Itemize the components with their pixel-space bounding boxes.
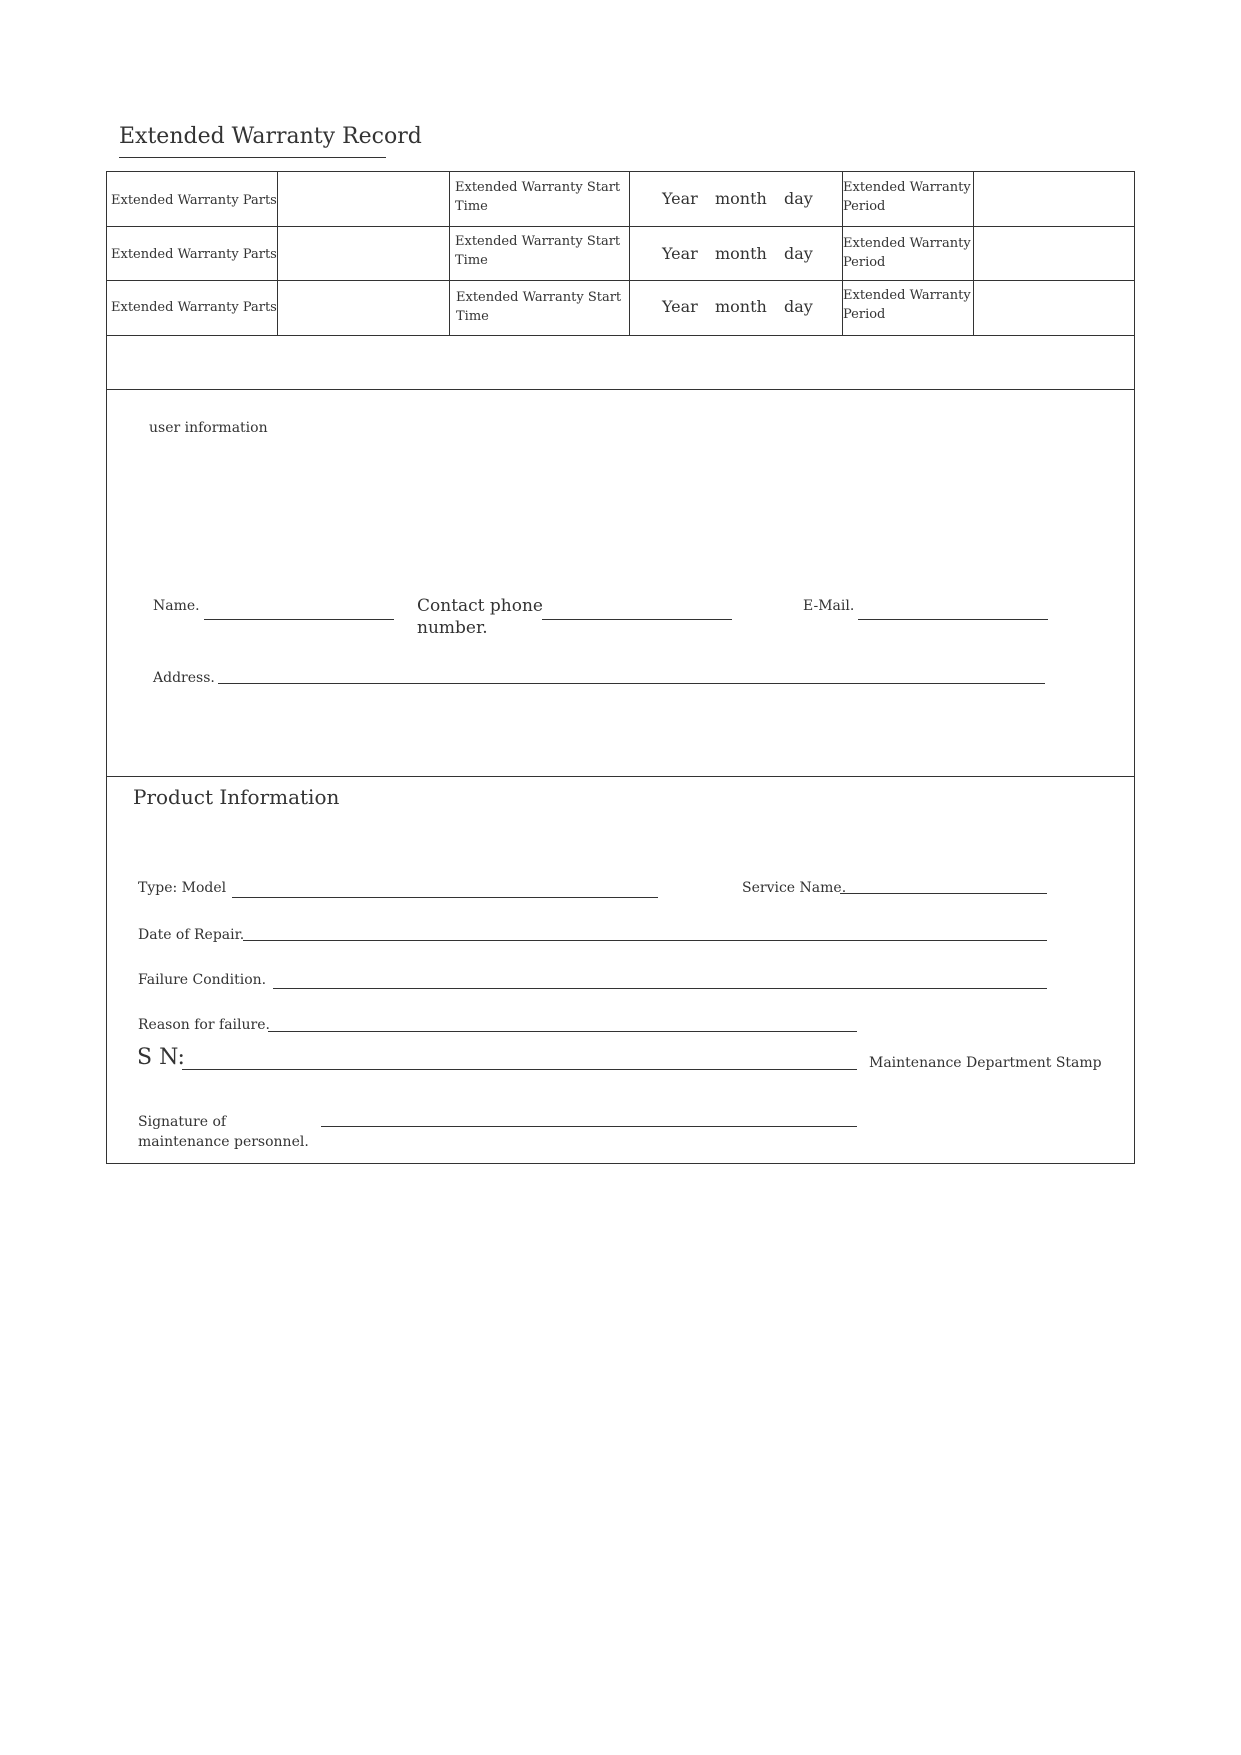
warranty-start-year: Year [662,297,698,316]
product-info-heading: Product Information [133,785,340,809]
warranty-start-day: day [784,297,813,316]
warranty-parts-label: Extended Warranty Parts [111,247,277,262]
repair-date-label: Date of Repair. [138,927,245,943]
type-model-input[interactable] [232,897,658,898]
warranty-parts-field[interactable] [278,172,448,225]
type-model-label: Type: Model [138,880,227,896]
title-underline [119,157,386,158]
warranty-start-year: Year [662,244,698,263]
failure-condition-label: Failure Condition. [138,972,267,988]
warranty-start-month: month [715,297,767,316]
address-label: Address. [153,670,215,686]
repair-date-input[interactable] [243,940,1047,941]
warranty-period-field[interactable] [974,227,1134,279]
sn-input[interactable] [182,1069,857,1070]
name-input[interactable] [204,619,394,620]
warranty-parts-label: Extended Warranty Parts [111,193,277,208]
stamp-label: Maintenance Department Stamp [869,1055,1102,1071]
user-info-heading: user information [149,420,268,436]
warranty-start-month: month [715,244,767,263]
failure-reason-label: Reason for failure. [138,1017,270,1033]
warranty-period-label: Extended Warranty Period [843,180,971,214]
warranty-period-field[interactable] [974,172,1134,225]
warranty-start-day: day [784,244,813,263]
table-divider [106,389,1135,390]
warranty-start-label: Extended Warranty Start Time [455,180,621,214]
warranty-start-year: Year [662,189,698,208]
phone-label: Contact phone number. [417,596,543,638]
warranty-period-label: Extended Warranty Period [843,288,971,322]
failure-condition-input[interactable] [273,988,1047,989]
warranty-parts-field[interactable] [278,227,448,279]
blank-row[interactable] [107,336,1134,388]
warranty-parts-field[interactable] [278,281,448,334]
service-name-label: Service Name. [742,880,847,896]
sn-label: S N: [137,1045,185,1070]
warranty-start-label: Extended Warranty Start Time [456,290,622,324]
warranty-start-month: month [715,189,767,208]
page-title: Extended Warranty Record [119,124,422,149]
email-input[interactable] [858,619,1048,620]
warranty-parts-label: Extended Warranty Parts [111,300,277,315]
signature-input[interactable] [321,1126,857,1127]
warranty-period-field[interactable] [974,281,1134,334]
warranty-period-label: Extended Warranty Period [843,236,971,270]
name-label: Name. [153,598,200,614]
section-divider [106,776,1135,777]
phone-input[interactable] [542,619,732,620]
failure-reason-input[interactable] [268,1031,857,1032]
warranty-start-label: Extended Warranty Start Time [455,234,621,268]
warranty-start-day: day [784,189,813,208]
column-divider [449,171,450,335]
address-input[interactable] [218,683,1045,684]
column-divider [629,171,630,335]
email-label: E-Mail. [803,598,855,614]
service-name-input[interactable] [840,893,1047,894]
signature-label: Signature of maintenance personnel. [138,1114,309,1150]
